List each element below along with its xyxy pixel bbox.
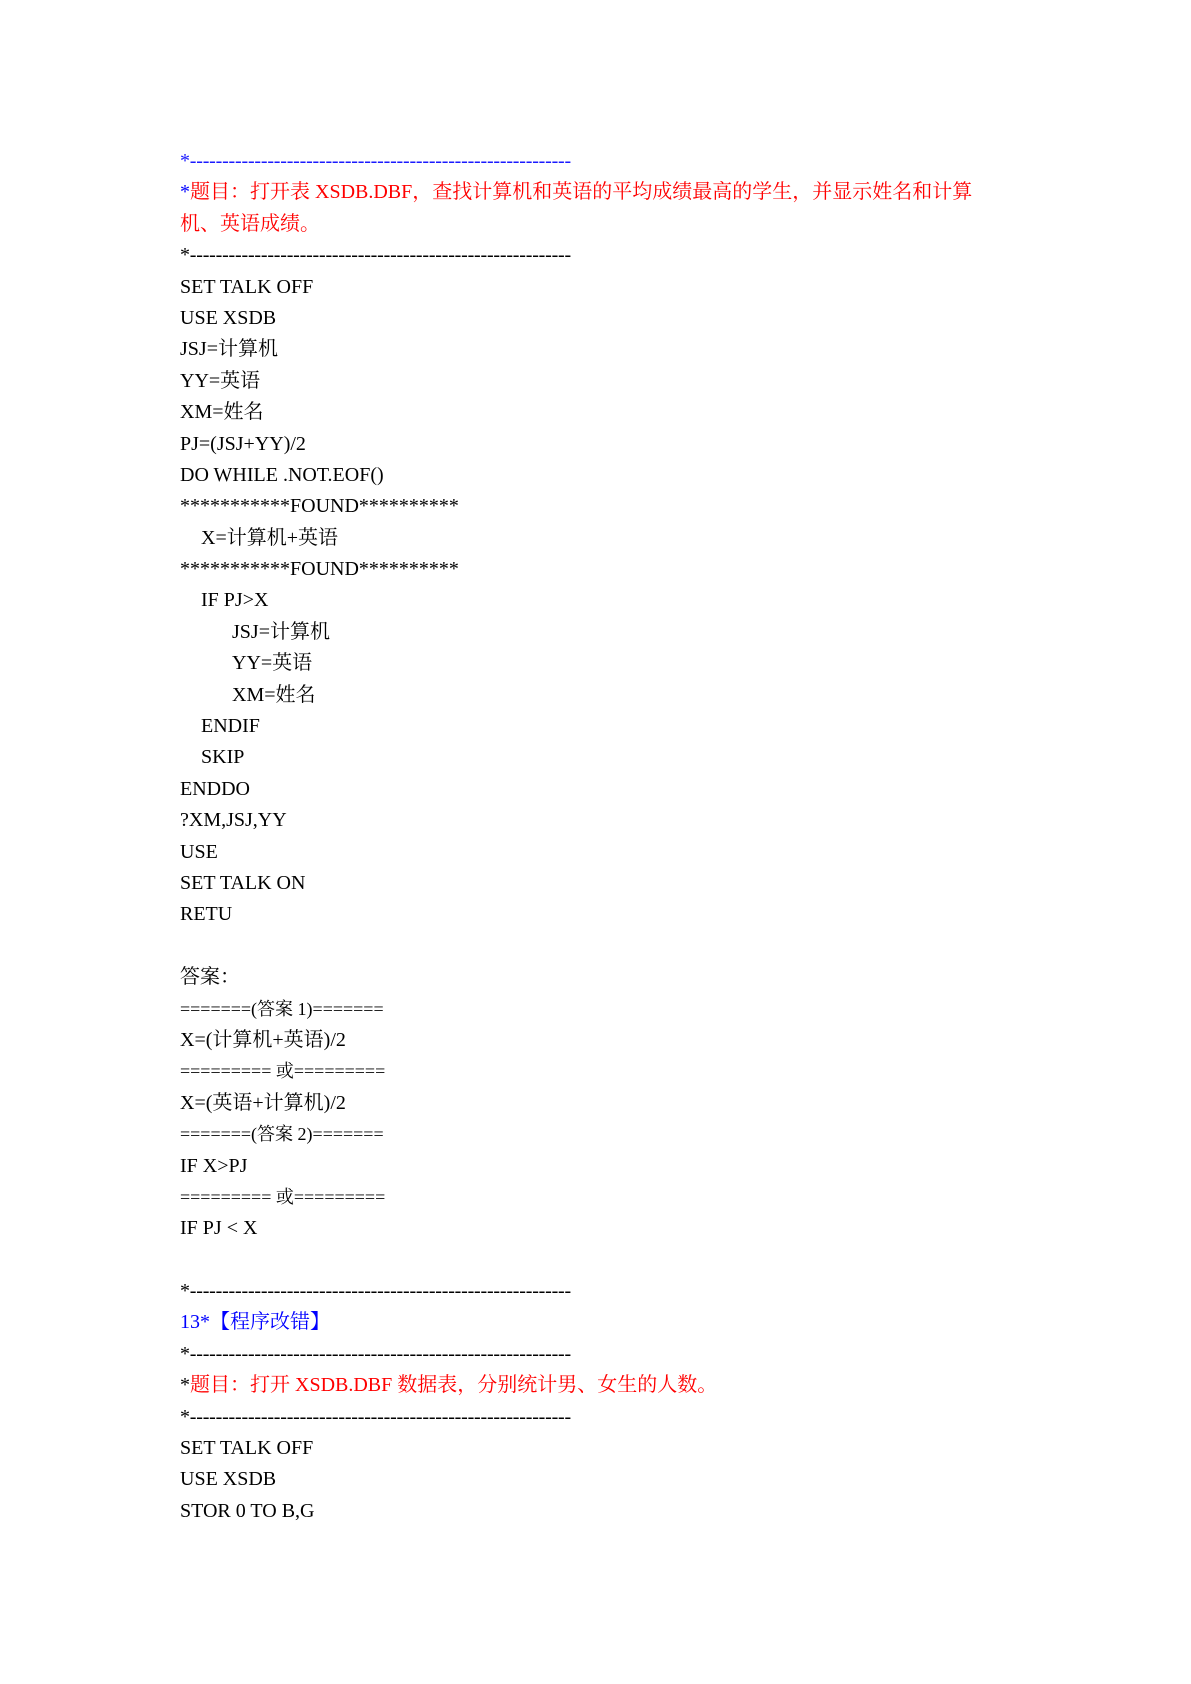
answer-line: X=(英语+计算机)/2	[180, 1091, 346, 1114]
question-star: *	[180, 181, 190, 204]
section-number: 13*	[180, 1311, 210, 1334]
code-line: JSJ=计算机	[232, 620, 330, 643]
code-line: ***********FOUND**********	[180, 558, 459, 581]
answer-line: ========= 或=========	[180, 1186, 386, 1207]
code-line: X=计算机+英语	[201, 526, 339, 549]
code-line: PJ=(JSJ+YY)/2	[180, 432, 306, 455]
code-line: USE	[180, 840, 218, 863]
code-line: JSJ=计算机	[180, 338, 278, 361]
code-line: IF PJ>X	[201, 589, 269, 612]
question-line	[180, 1370, 1080, 1401]
code-line: STOR 0 TO B,G	[180, 1499, 315, 1522]
answer-label: 答案：	[180, 966, 240, 989]
code-line: USE XSDB	[180, 306, 277, 329]
code-line: ***********FOUND**********	[180, 495, 459, 518]
separator-line: *-----------------------------------------------------------	[180, 150, 571, 172]
answer-line: IF PJ < X	[180, 1217, 258, 1240]
question-text: 题目：打开 XSDB.DBF 数据表，分别统计男、女生的人数。	[190, 1374, 718, 1397]
code-line: YY=英语	[232, 652, 313, 675]
code-line: SET TALK OFF	[180, 1437, 314, 1460]
code-block	[180, 1433, 1080, 1527]
code-line: DO WHILE .NOT.EOF()	[180, 463, 384, 486]
code-line: ENDDO	[180, 777, 250, 800]
separator-line: *-----------------------------------------------------------	[180, 1280, 571, 1303]
answer-line: IF X>PJ	[180, 1154, 248, 1177]
blank-line	[180, 1245, 1080, 1276]
answer-line: =======(答案 1)=======	[180, 998, 384, 1019]
section-title: 【程序改错】	[210, 1311, 330, 1334]
code-line: SET TALK ON	[180, 871, 306, 894]
code-line: ?XM,JSJ,YY	[180, 809, 287, 832]
answer-block	[180, 994, 1080, 1245]
question-text: 题目：打开表 XSDB.DBF，查找计算机和英语的平均成绩最高的学生，并显示姓名和计算	[190, 181, 973, 204]
document-content	[180, 146, 1080, 1527]
separator-line: *-----------------------------------------------------------	[180, 1405, 571, 1428]
separator-line: *-----------------------------------------------------------	[180, 1342, 571, 1365]
code-line: YY=英语	[180, 369, 261, 392]
code-line: RETU	[180, 903, 233, 926]
separator-line: *-----------------------------------------------------------	[180, 244, 571, 267]
question-line	[180, 177, 1080, 208]
code-block	[180, 272, 1080, 931]
blank-line	[180, 931, 1080, 962]
code-line: SET TALK OFF	[180, 275, 314, 298]
answer-line: ========= 或=========	[180, 1061, 386, 1082]
code-line: XM=姓名	[232, 683, 316, 706]
code-line: XM=姓名	[180, 401, 264, 424]
question-line-continued: 机、英语成绩。	[180, 212, 320, 235]
code-line: ENDIF	[201, 715, 260, 738]
answer-line: X=(计算机+英语)/2	[180, 1028, 346, 1051]
answer-line: =======(答案 2)=======	[180, 1124, 384, 1145]
section-heading	[180, 1307, 1080, 1338]
code-line: SKIP	[201, 746, 245, 769]
question-star: *	[180, 1374, 190, 1397]
code-line: USE XSDB	[180, 1468, 277, 1491]
